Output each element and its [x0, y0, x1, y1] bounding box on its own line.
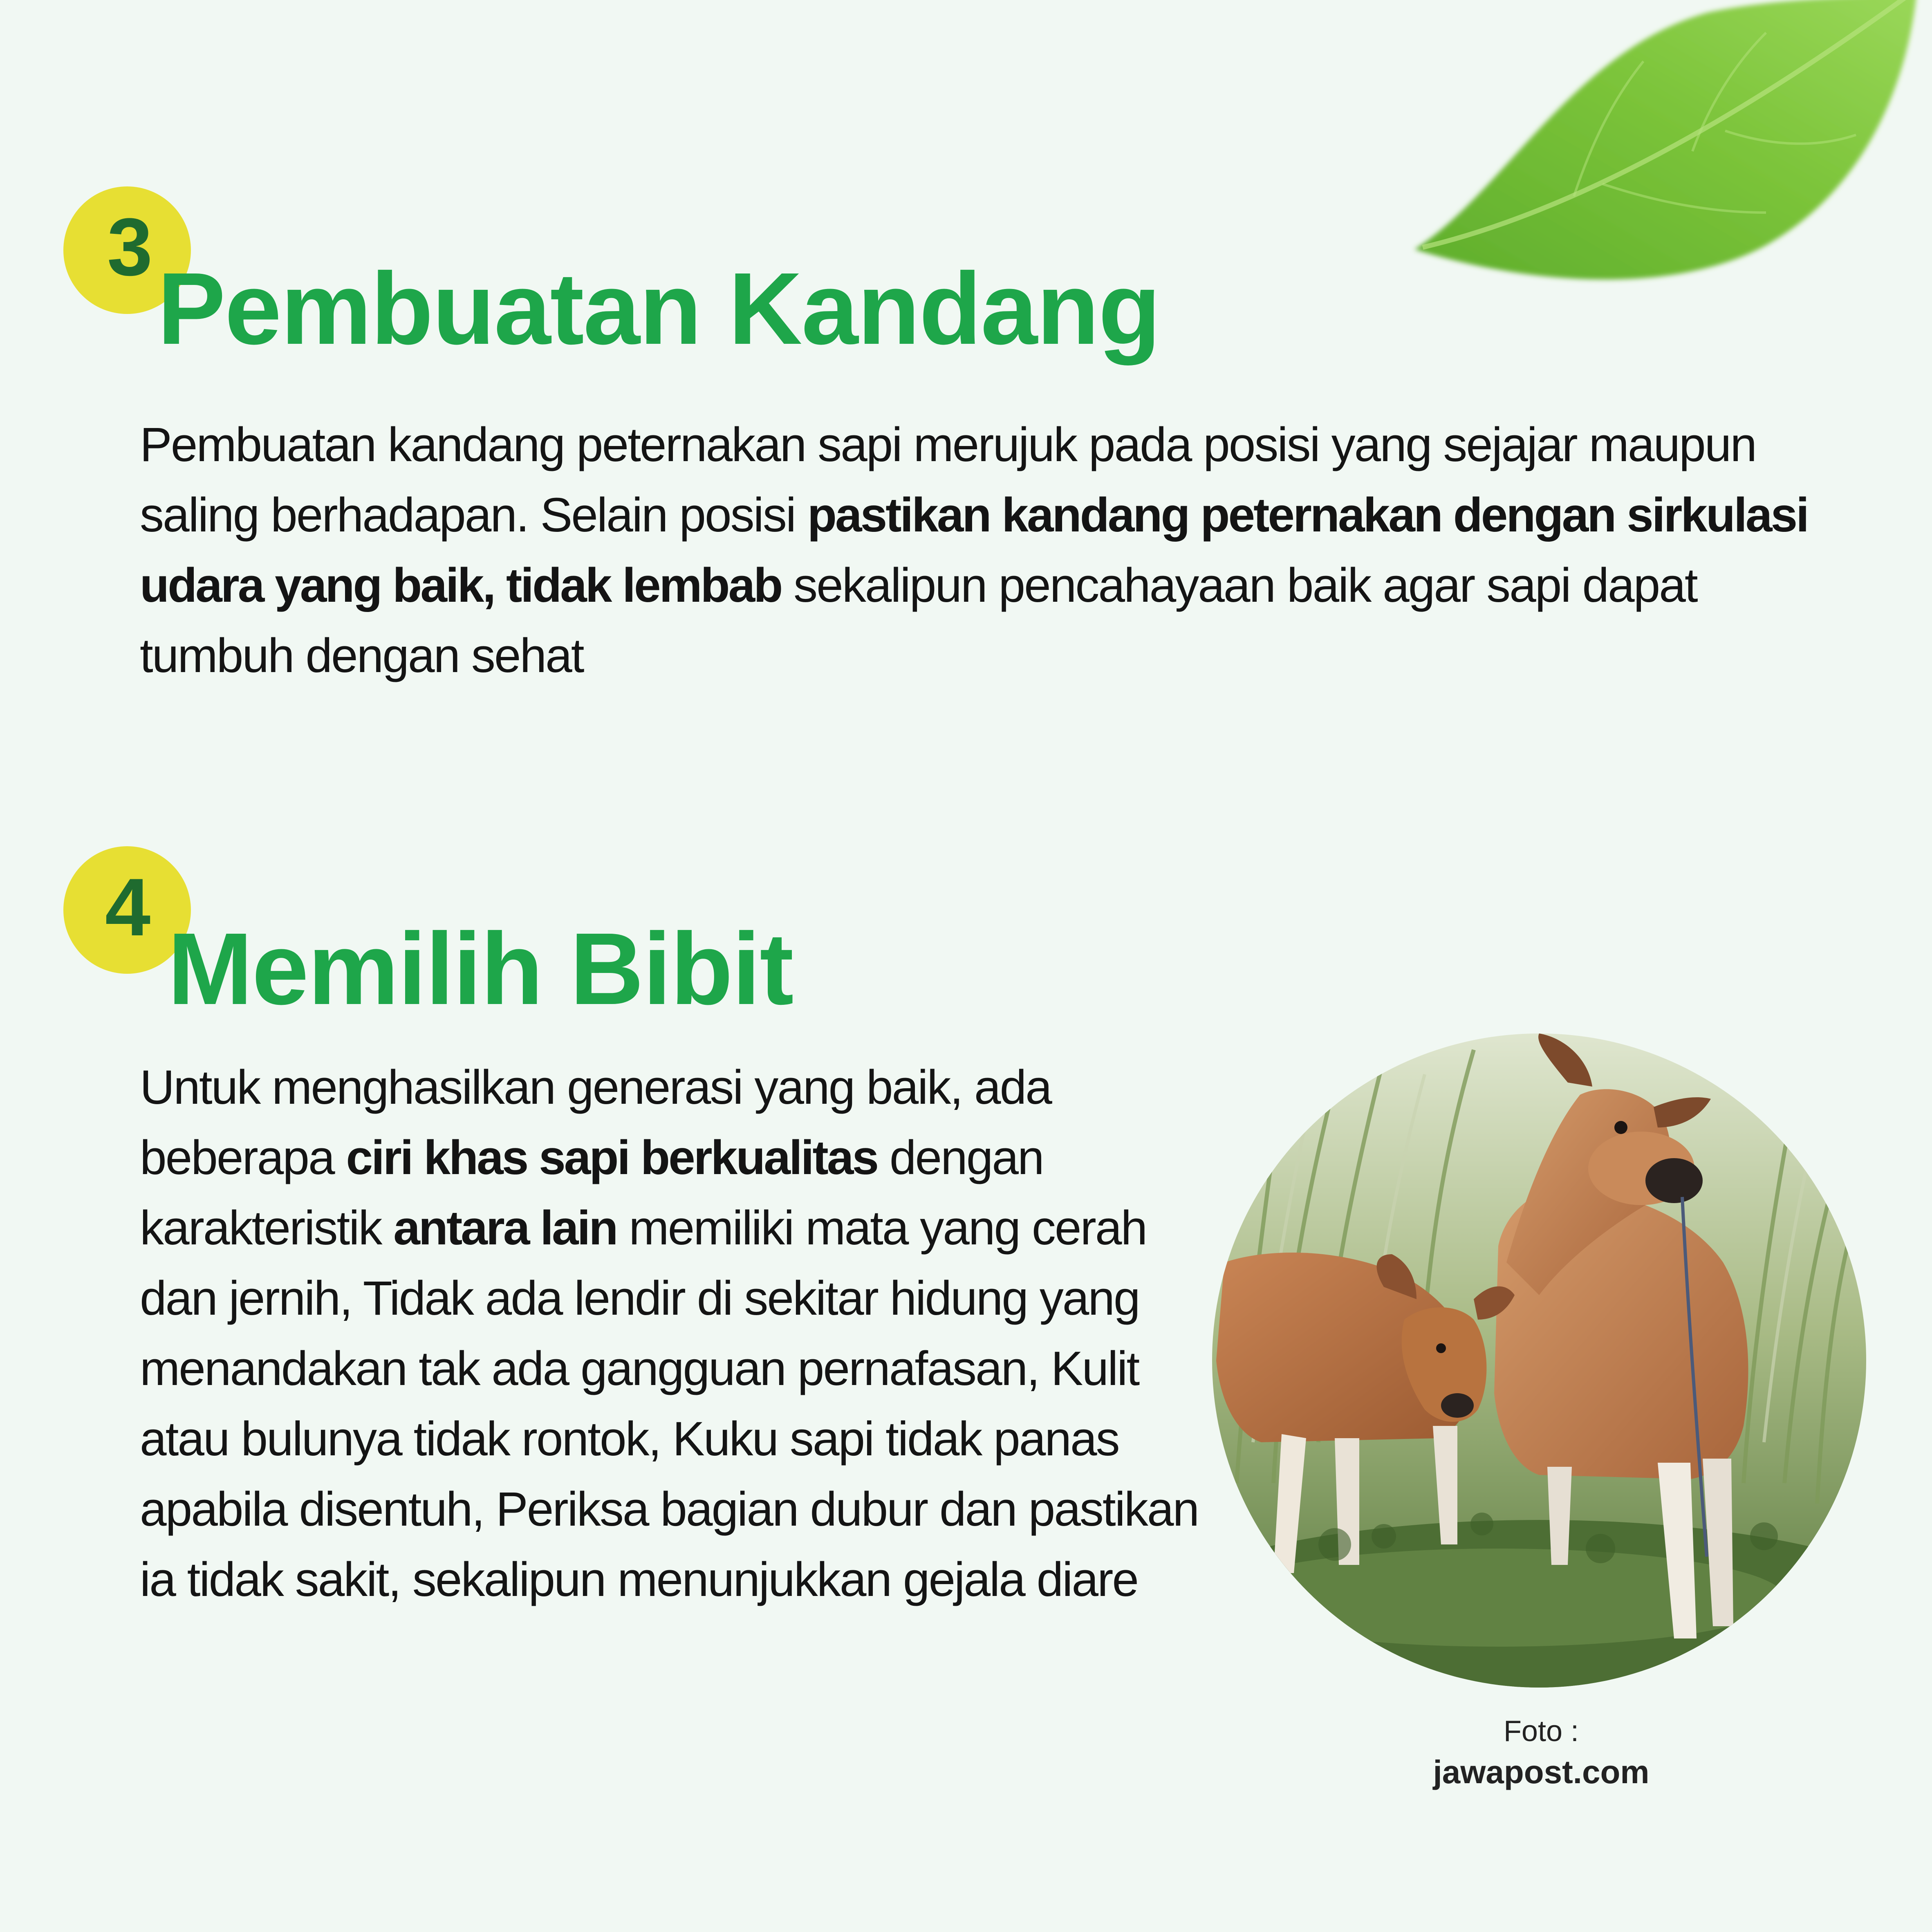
body-text: memiliki mata yang cerah dan jernih, Tidak ada lendir di sekitar hidung yang menandakan tak ada gangguan pernafasan, Kulit atau bulunya tidak rontok, Kuku sapi tidak panas apabila disentuh, Periksa bagian dubur dan pastikan ia tidak sakit, sekalipun menunjukkan gejala diare	[140, 1201, 1199, 1607]
body-text: Pembuatan kandang peternakan sapi merujuk pada posisi yang sejajar maupun saling berhadapan. Selain posisi	[140, 418, 1756, 542]
leaf-icon	[1398, 0, 1932, 294]
section-title-3: Pembuatan Kandang	[157, 251, 1160, 365]
cow-photo	[1212, 1033, 1866, 1688]
body-text: Untuk menghasilkan generasi yang baik, ada beberapa	[140, 1060, 1051, 1185]
step-number-3: 3	[107, 202, 153, 293]
credit-source: jawapost.com	[1433, 1754, 1650, 1790]
step-number-4: 4	[105, 862, 151, 953]
body-text: sekalipun pencahayaan baik agar sapi dapat tumbuh dengan sehat	[140, 558, 1697, 683]
body-bold-text: ciri khas sapi berkualitas	[346, 1131, 878, 1185]
body-text: dengan karakteristik	[140, 1131, 1043, 1255]
section-body-4	[140, 1052, 1211, 1615]
section-title-4: Memilih Bibit	[168, 912, 793, 1026]
credit-label: Foto :	[1503, 1715, 1579, 1748]
body-bold-text: pastikan kandang peternakan dengan sirkulasi udara yang baik, tidak lembab	[140, 488, 1808, 612]
photo-credit	[1341, 1711, 1741, 1793]
section-body-3	[140, 410, 1824, 691]
body-bold-text: antara lain	[393, 1201, 617, 1255]
cow-and-calf-icon	[1212, 1033, 1866, 1688]
